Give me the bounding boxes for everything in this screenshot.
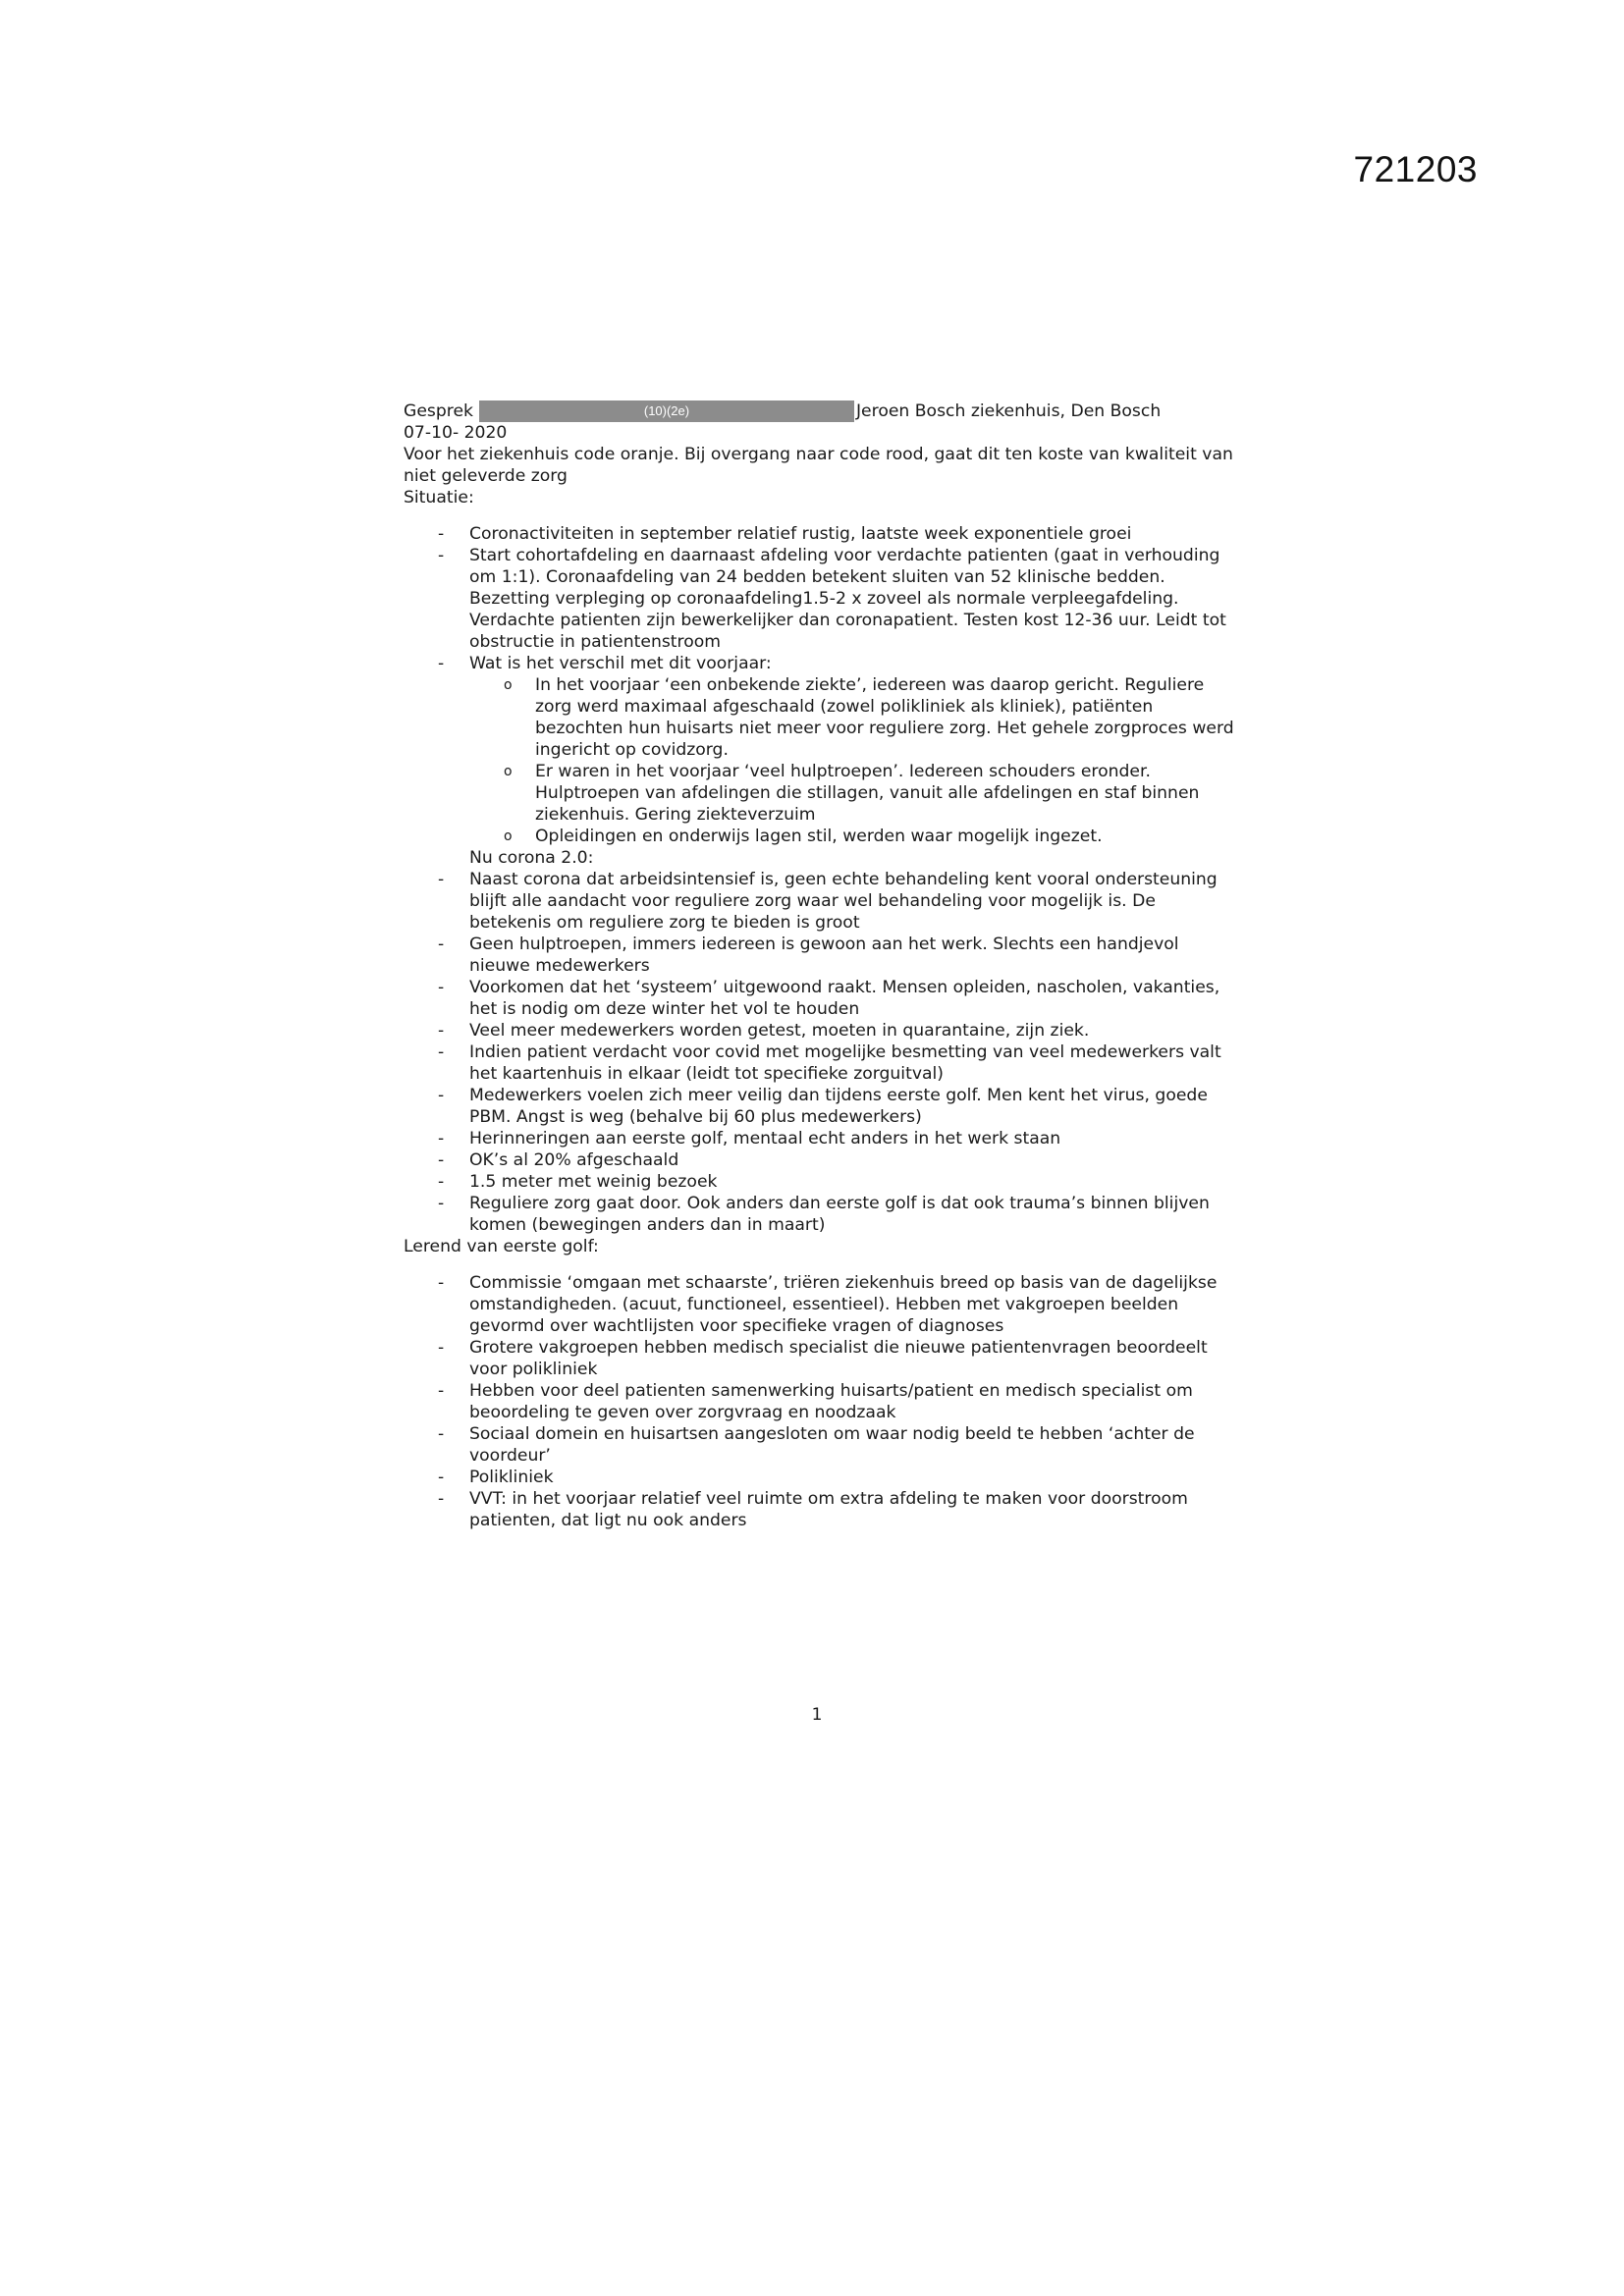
lerend-list <box>404 1272 1238 1531</box>
header-organisation: Jeroen Bosch ziekenhuis, Den Bosch <box>855 401 1162 421</box>
header-prefix: Gesprek <box>404 401 473 421</box>
section-heading-lerend: Lerend van eerste golf: <box>404 1237 599 1256</box>
list-item: - 1.5 meter met weinig bezoek <box>404 1171 1238 1193</box>
sublist-item: o Opleidingen en onderwijs lagen stil, werden waar mogelijk ingezet. <box>469 826 1238 847</box>
list-item <box>404 653 1238 847</box>
list-item: - Medewerkers voelen zich meer veilig dan tijdens eerste golf. Men kent het virus, goede PBM. Angst is weg (behalve bij 60 plus medewerkers) <box>404 1085 1238 1128</box>
list-item: - Polikliniek <box>404 1467 1238 1488</box>
list-item: - VVT: in het voorjaar relatief veel ruimte om extra afdeling te maken voor doorstroom patienten, dat ligt nu ook anders <box>404 1488 1238 1531</box>
list-item: - Voorkomen dat het ‘systeem’ uitgewoond raakt. Mensen opleiden, nascholen, vakanties, het is nodig om deze winter het vol te houden <box>404 977 1238 1020</box>
document-date: 07-10- 2020 <box>404 423 508 443</box>
list-item: - Indien patient verdacht voor covid met mogelijke besmetting van veel medewerkers valt het kaartenhuis in elkaar (leidt tot specifieke zorguitval) <box>404 1041 1238 1085</box>
list-item: - Start cohortafdeling en daarnaast afdeling voor verdachte patienten (gaat in verhouding om 1:1). Coronaafdeling van 24 bedden betekent sluiten van 52 klinische bedden. Bezetting verpleging op coronaafdeling1.5-2 x zoveel als normale verpleegafdeling. Verdachte patienten zijn bewerkelijker dan coronapatient. Testen kost 12-36 uur. Leidt tot obstructie in patientenstroom <box>404 545 1238 653</box>
section-heading-situatie: Situatie: <box>404 488 474 507</box>
document-body <box>404 400 1238 1531</box>
situatie-sublist <box>469 674 1238 847</box>
list-item: - Coronactiviteiten in september relatief rustig, laatste week exponentiele groei <box>404 523 1238 545</box>
list-item: - OK’s al 20% afgeschaald <box>404 1149 1238 1171</box>
corona2-list <box>404 869 1238 1236</box>
situatie-list <box>404 523 1238 847</box>
sublist-item: o In het voorjaar ‘een onbekende ziekte’, iedereen was daarop gericht. Reguliere zorg werd maximaal afgeschaald (zowel polikliniek als kliniek), patiënten bezochten hun huisarts niet meer voor reguliere zorg. Het gehele zorgproces werd ingericht op covidzorg. <box>469 674 1238 761</box>
list-item: - Geen hulptroepen, immers iedereen is gewoon aan het werk. Slechts een handjevol nieuwe medewerkers <box>404 934 1238 977</box>
conversation-header <box>404 400 1238 422</box>
intro-paragraph: Voor het ziekenhuis code oranje. Bij overgang naar code rood, gaat dit ten koste van kwaliteit van niet geleverde zorg <box>404 445 1233 486</box>
section-heading-corona2: Nu corona 2.0: <box>469 848 594 868</box>
redaction-block: (10)(2e) <box>479 400 854 422</box>
list-item: - Naast corona dat arbeidsintensief is, geen echte behandeling kent vooral ondersteuning blijft alle aandacht voor reguliere zorg waar wel behandeling voor mogelijk is. De betekenis om reguliere zorg te bieden is groot <box>404 869 1238 934</box>
list-item: - Reguliere zorg gaat door. Ook anders dan eerste golf is dat ook trauma’s binnen blijven komen (bewegingen anders dan in maart) <box>404 1193 1238 1236</box>
list-item: - Veel meer medewerkers worden getest, moeten in quarantaine, zijn ziek. <box>404 1020 1238 1041</box>
sublist-item: o Er waren in het voorjaar ‘veel hulptroepen’. Iedereen schouders eronder. Hulptroepen van afdelingen die stillagen, vanuit alle afdelingen en staf binnen ziekenhuis. Gering ziekteverzuim <box>469 761 1238 826</box>
list-item-text: Wat is het verschil met dit voorjaar: <box>469 654 772 673</box>
list-item: - Hebben voor deel patienten samenwerking huisarts/patient en medisch specialist om beoordeling te geven over zorgvraag en noodzaak <box>404 1380 1238 1423</box>
document-number: 721203 <box>1353 149 1478 189</box>
page-number: 1 <box>811 1705 823 1725</box>
list-item: - Sociaal domein en huisartsen aangesloten om waar nodig beeld te hebben ‘achter de voordeur’ <box>404 1423 1238 1467</box>
list-item: - Commissie ‘omgaan met schaarste’, triëren ziekenhuis breed op basis van de dagelijkse omstandigheden. (acuut, functioneel, essentieel). Hebben met vakgroepen beelden gevormd over wachtlijsten voor specifieke vragen of diagnoses <box>404 1272 1238 1337</box>
list-item: - Herinneringen aan eerste golf, mentaal echt anders in het werk staan <box>404 1128 1238 1149</box>
list-item: - Grotere vakgroepen hebben medisch specialist die nieuwe patientenvragen beoordeelt voor polikliniek <box>404 1337 1238 1380</box>
